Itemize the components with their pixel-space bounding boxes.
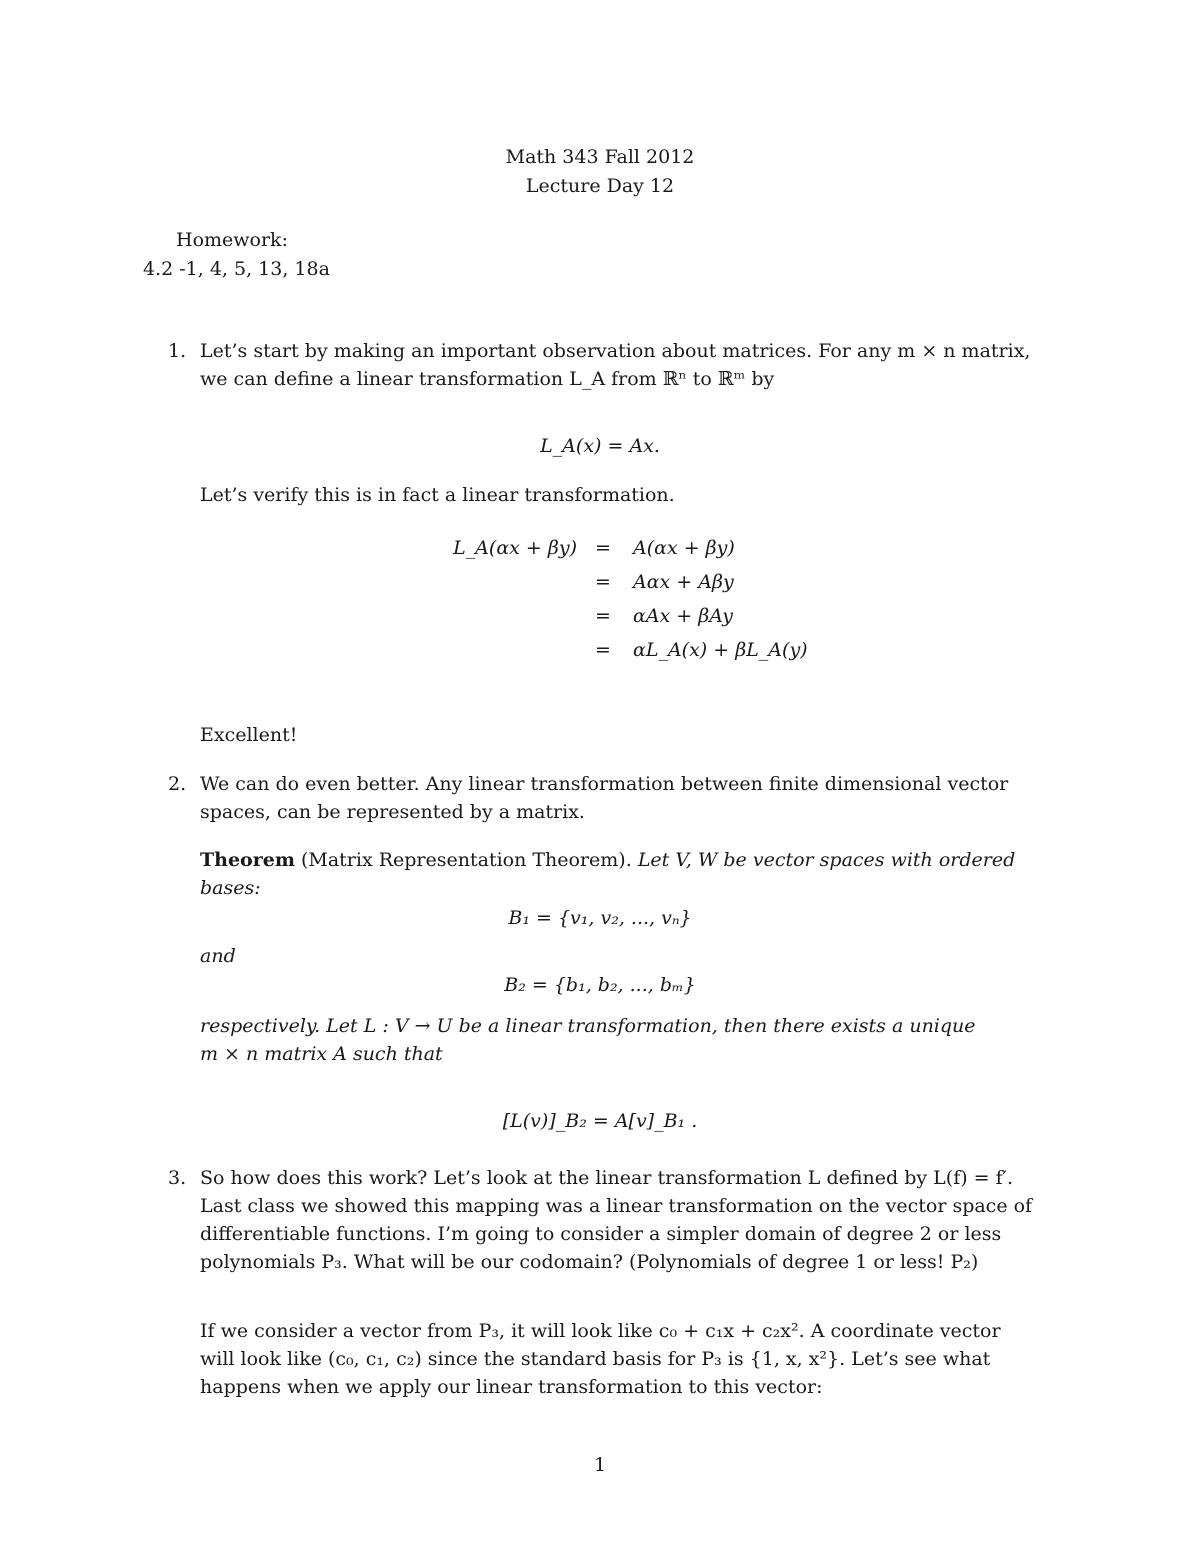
theorem-statement (200, 849, 1015, 871)
item1-display-equation: L_A(x) = Ax. (540, 435, 660, 457)
theorem-line3: respectively. Let L : V → U be a linear transformation, then there exists a unique (200, 1015, 976, 1037)
equals-sign: = (595, 571, 611, 593)
equals-sign: = (595, 537, 611, 559)
item3-line2: Last class we showed this mapping was a linear transformation on the vector space of (200, 1195, 1033, 1217)
item1-line1: Let’s start by making an important observation about matrices. For any m × n matrix, (200, 340, 1031, 362)
theorem-line1: Let V, W be vector spaces with ordered (637, 849, 1016, 871)
item2-line2: spaces, can be represented by a matrix. (200, 801, 585, 823)
item-number-1: 1. (168, 340, 187, 362)
item3-line5: If we consider a vector from P₃, it will look like c₀ + c₁x + c₂x². A coordinate vector (200, 1320, 1001, 1342)
theorem-and: and (200, 945, 236, 967)
item-number-2: 2. (168, 773, 187, 795)
basis-1: B₁ = {v₁, v₂, ..., vₙ} (508, 907, 692, 929)
equation-row-3: αAx + βAy (633, 605, 733, 627)
page-number: 1 (593, 1454, 607, 1476)
item1-line2: we can define a linear transformation L_A from ℝⁿ to ℝᵐ by (200, 368, 775, 390)
item3-line7: happens when we apply our linear transformation to this vector: (200, 1376, 823, 1398)
equation-row-1: A(αx + βy) (633, 537, 735, 559)
equation-row-4: αL_A(x) + βL_A(y) (633, 639, 808, 661)
page-title: Math 343 Fall 2012 (505, 146, 695, 168)
theorem-label: Theorem (200, 849, 295, 871)
item3-line4: polynomials P₃. What will be our codomain? (Polynomials of degree 1 or less! P₂) (200, 1251, 979, 1273)
basis-2: B₂ = {b₁, b₂, ..., bₘ} (504, 974, 696, 996)
item1-verify-text: Let’s verify this is in fact a linear transformation. (200, 484, 675, 506)
equation-row-2: Aαx + Aβy (633, 571, 734, 593)
item2-line1: We can do even better. Any linear transformation between finite dimensional vector (200, 773, 1009, 795)
item3-line1: So how does this work? Let’s look at the linear transformation L defined by L(f) = f′. (200, 1167, 1014, 1189)
item3-line3: differentiable functions. I’m going to consider a simpler domain of degree 2 or less (200, 1223, 1002, 1245)
page-subtitle: Lecture Day 12 (525, 175, 675, 197)
item3-line6: will look like (c₀, c₁, c₂) since the standard basis for P₃ is {1, x, x²}. Let’s see what (200, 1348, 991, 1370)
theorem-result-equation: [L(v)]_B₂ = A[v]_B₁ . (502, 1110, 698, 1132)
theorem-line2: bases: (200, 877, 261, 899)
item-number-3: 3. (168, 1167, 187, 1189)
equals-sign: = (595, 639, 611, 661)
equals-sign: = (595, 605, 611, 627)
equation-lhs: L_A(αx + βy) (453, 537, 577, 559)
homework-label: Homework: (176, 229, 288, 251)
theorem-line4: m × n matrix A such that (200, 1043, 443, 1065)
item1-excellent: Excellent! (200, 724, 298, 746)
homework-problems: 4.2 -1, 4, 5, 13, 18a (143, 258, 330, 280)
theorem-name: (Matrix Representation Theorem). (300, 849, 632, 871)
